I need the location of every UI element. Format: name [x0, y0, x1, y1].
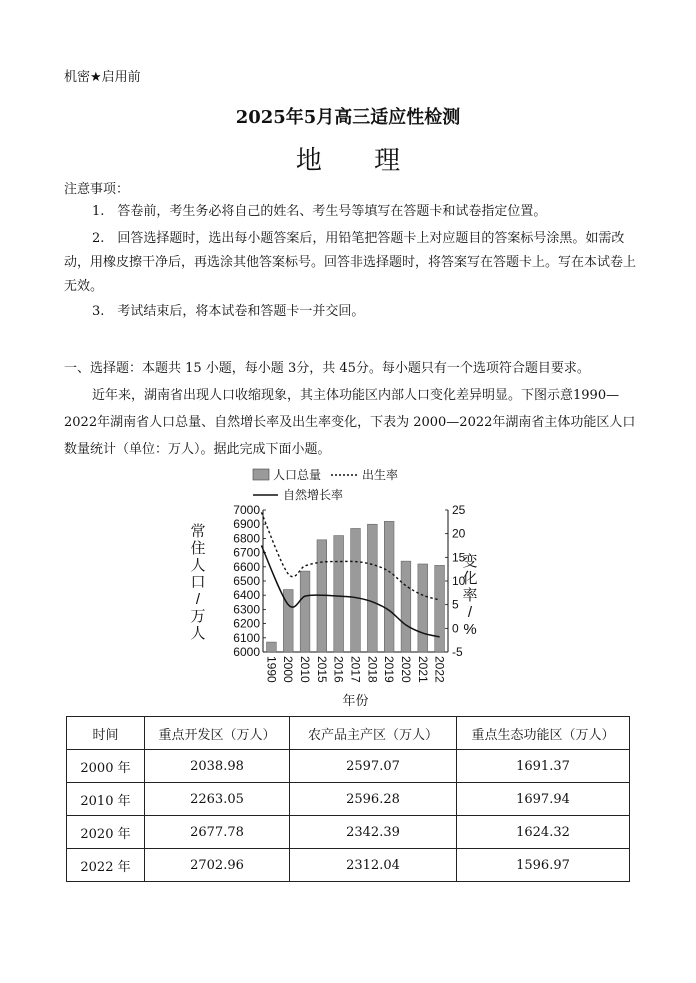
y-axis-title-char: 口: [190, 574, 206, 591]
notice-heading: 注意事项：: [64, 182, 130, 197]
question-intro: 近年来，湖南省出现人口收缩现象，其主体功能区内部人口变化差异明显。下图示意1990—2022年湖南省人口总量、自然增长率及出生率变化，下表为 2000—2022年湖南省主体功能区人口数量统计（单位：万人）。据此完成下面小题。: [64, 388, 636, 457]
y-axis-title-char: 人: [190, 625, 206, 642]
bar-population: [384, 521, 394, 652]
bar-population: [435, 565, 445, 652]
bar-population: [418, 564, 428, 652]
bar-population: [367, 524, 377, 652]
table-cell: 1624.32: [457, 816, 630, 849]
y2-axis-title-char: 化: [462, 570, 478, 587]
notice-item: 1. 答卷前，考生务必将自己的姓名、考生号等填写在答题卡和试卷指定位置。: [92, 204, 547, 219]
table-cell: 2702.96: [145, 849, 290, 882]
y-tick-label: 6900: [233, 517, 260, 532]
table-cell: 2020 年: [67, 816, 145, 849]
y2-tick-label: 20: [452, 526, 466, 541]
table-header-cell: 重点生态功能区（万人）: [457, 717, 630, 750]
y2-tick-label: -5: [452, 645, 463, 659]
table-header-cell: 时间: [67, 717, 145, 750]
x-tick-label: 2018: [365, 656, 380, 683]
table-row: [67, 750, 630, 783]
table-cell: 1691.37: [457, 750, 630, 783]
x-tick-label: 2021: [415, 656, 430, 683]
y-tick-label: 6300: [233, 602, 260, 617]
y2-tick-label: 10: [452, 574, 466, 588]
table-cell: 2596.28: [290, 783, 457, 816]
table-header-cell: 农产品主产区（万人）: [290, 717, 457, 750]
table-row: [67, 816, 630, 849]
table-cell: 2342.39: [290, 816, 457, 849]
y-tick-label: 6500: [233, 574, 260, 588]
legend-swatch-bar: [253, 469, 269, 480]
table-header-cell: 重点开发区（万人）: [145, 717, 290, 750]
table-cell: 2263.05: [145, 783, 290, 816]
x-tick-label: 2019: [382, 656, 397, 683]
confidential-mark: 机密★启用前: [64, 70, 141, 85]
legend-label: 自然增长率: [283, 488, 344, 502]
table-cell: 2312.04: [290, 849, 457, 882]
y2-axis-title-char: %: [463, 621, 477, 638]
y-axis-title-char: 人: [190, 557, 206, 574]
table-cell: 2022 年: [67, 849, 145, 882]
table-cell: 2000 年: [67, 750, 145, 783]
table-row: [67, 783, 630, 816]
bar-population: [267, 642, 277, 652]
y-tick-label: 6800: [233, 531, 260, 546]
legend-label: 出生率: [362, 468, 399, 482]
x-tick-label: 2000: [281, 656, 296, 683]
y2-axis-title-char: 变: [462, 553, 478, 570]
bar-population: [334, 536, 344, 652]
bar-population: [401, 561, 411, 652]
y2-axis-title-char: 率: [462, 587, 478, 604]
y-tick-label: 6200: [233, 616, 260, 631]
table-header-row: [67, 717, 630, 750]
x-tick-label: 2017: [348, 656, 363, 683]
table-row: [67, 849, 630, 882]
y2-tick-label: 15: [452, 550, 466, 565]
table-cell: 1596.97: [457, 849, 630, 882]
y2-tick-label: 0: [452, 621, 459, 636]
y-tick-label: 6100: [233, 630, 260, 645]
x-tick-label: 2010: [298, 656, 313, 683]
subject-title: 地 理: [295, 146, 423, 176]
y2-tick-label: 5: [452, 597, 459, 612]
table-cell: 2677.78: [145, 816, 290, 849]
table-cell: 2597.07: [290, 750, 457, 783]
y-tick-label: 6000: [233, 645, 260, 659]
y-axis-title-char: 住: [190, 540, 206, 557]
table-cell: 2038.98: [145, 750, 290, 783]
y2-tick-label: 25: [452, 503, 466, 517]
y-axis-title-char: /: [195, 591, 201, 608]
x-tick-label: 2015: [314, 656, 329, 683]
population-table: [66, 716, 630, 882]
table-cell: 1697.94: [457, 783, 630, 816]
y-tick-label: 6700: [233, 545, 260, 560]
y-tick-label: 7000: [233, 503, 260, 517]
population-chart: [180, 462, 480, 712]
x-tick-label: 2020: [398, 656, 413, 683]
x-tick-label: 1990: [264, 656, 279, 683]
notice-item: 3. 考试结束后，将本试卷和答题卡一并交回。: [92, 304, 365, 319]
y-axis-title-char: 常: [190, 523, 206, 540]
x-tick-label: 2022: [432, 656, 447, 683]
notice-item: 2. 回答选择题时，选出每小题答案后，用铅笔把答题卡上对应题目的答案标号涂黑。如需改动，用橡皮擦干净后，再选涂其他答案标号。回答非选择题时，将答案写在答题卡上。写在本试卷上无效。: [64, 231, 637, 294]
y-tick-label: 6400: [233, 588, 260, 603]
y2-axis-title-char: /: [467, 604, 473, 621]
x-tick-label: 2016: [331, 656, 346, 683]
bar-population: [351, 528, 361, 652]
exam-title: 2025年5月高三适应性检测: [235, 107, 461, 128]
x-axis-title: 年份: [342, 693, 369, 708]
section-heading: 一、选择题：本题共 15 小题，每小题 3分，共 45分。每小题只有一个选项符合题目要求。: [64, 361, 590, 376]
y-axis-title-char: 万: [190, 608, 206, 625]
table-cell: 2010 年: [67, 783, 145, 816]
legend-label: 人口总量: [273, 468, 322, 482]
y-tick-label: 6600: [233, 559, 260, 574]
bar-population: [300, 571, 310, 652]
